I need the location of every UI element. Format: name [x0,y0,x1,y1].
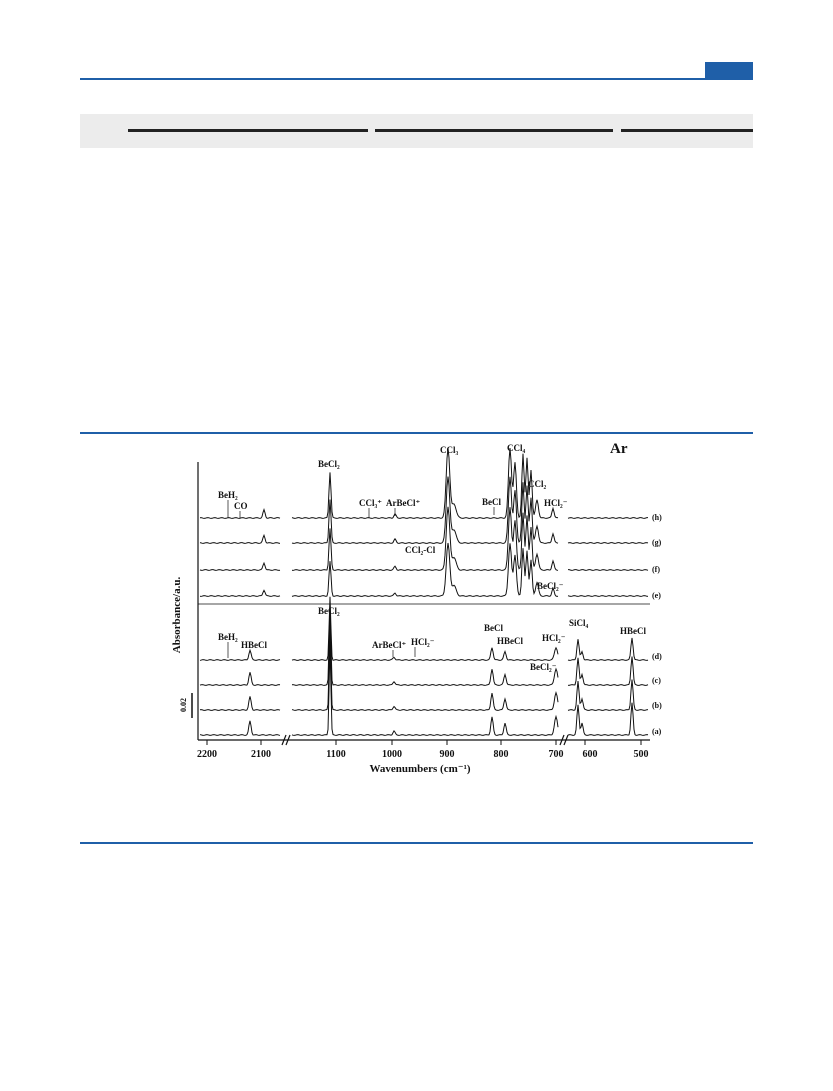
trace-label-a: (a) [652,727,662,736]
label-lower-hcl2: HCl₂⁻ [411,637,435,647]
tick-label-2100: 2100 [251,749,271,760]
tick-label-1000: 1000 [382,749,402,760]
label-upper-ccl2: CCl₂ [528,479,547,489]
spectrum-trace [568,638,648,661]
spectrum-trace [200,672,280,685]
spectrum-trace [200,563,280,570]
tick-label-600: 600 [582,749,598,760]
matrix-label: Ar [610,441,628,457]
trace-label-d: (d) [652,652,662,661]
spectrum-trace [568,570,648,571]
tick-label-900: 900 [439,749,455,760]
tick-label-2200: 2200 [197,749,217,760]
label-upper-co: CO [234,501,248,511]
tick-label-500: 500 [633,749,649,760]
spectrum-trace [200,590,280,596]
label-upper-ccl3: CCl₃ [440,445,459,455]
label-lower-hcl2b: HCl₂⁻ [542,633,566,643]
tick-label-700: 700 [548,749,564,760]
label-upper-beh2: BeH₂ [218,490,238,500]
trace-label-g: (g) [652,538,662,547]
spectrum-trace [568,703,648,736]
spectrum-trace [200,535,280,543]
trace-label-e: (e) [652,591,661,600]
spectrum-trace [200,696,280,710]
label-upper-hcl2: HCl₂⁻ [544,498,568,508]
tick-label-1100: 1100 [326,749,346,760]
x-axis-label: Wavenumbers (cm⁻¹) [369,763,471,775]
trace-label-c: (c) [652,676,661,685]
label-lower-becl: BeCl [484,623,503,633]
spectrum-trace [568,596,648,597]
trace-label-b: (b) [652,701,662,710]
scale-bar-label: 0.02 [179,698,188,712]
label-upper-ccl4: CCl₄ [507,443,526,453]
trace-label-f: (f) [652,565,660,574]
label-lower-beh2: BeH₂ [218,632,238,642]
label-upper-ccl2cl: CCl₂-Cl [405,545,436,555]
label-lower-becl2: BeCl₂ [318,606,340,616]
spectrum-trace [200,721,280,736]
label-upper-becl2: BeCl₂ [318,459,340,469]
spectrum-trace [568,518,648,519]
label-upper-becl: BeCl [482,497,501,507]
y-axis-label: Absorbance/a.u. [171,576,183,654]
label-upper-ccl3p: CCl₃⁺ [359,498,382,508]
spectrum-traces [200,448,648,735]
x-ticks [207,740,641,745]
spectrum-trace [568,543,648,544]
label-lower-becl2m: BeCl₂⁻ [530,662,557,672]
label-lower-sicl4: SiCl₄ [569,618,589,628]
label-lower-hbecl3: HBeCl [620,626,646,636]
label-lower-hbecl: HBeCl [241,640,267,650]
label-upper-arbecl: ArBeCl⁺ [386,498,421,508]
spectrum-trace [568,657,648,686]
label-upper-becl2m: BeCl₂⁻ [537,581,564,591]
spectrum-trace [200,650,280,660]
tick-label-800: 800 [493,749,509,760]
label-lower-arbecl: ArBeCl⁺ [372,640,407,650]
trace-label-h: (h) [652,513,662,522]
label-lower-hbecl2: HBeCl [497,636,523,646]
